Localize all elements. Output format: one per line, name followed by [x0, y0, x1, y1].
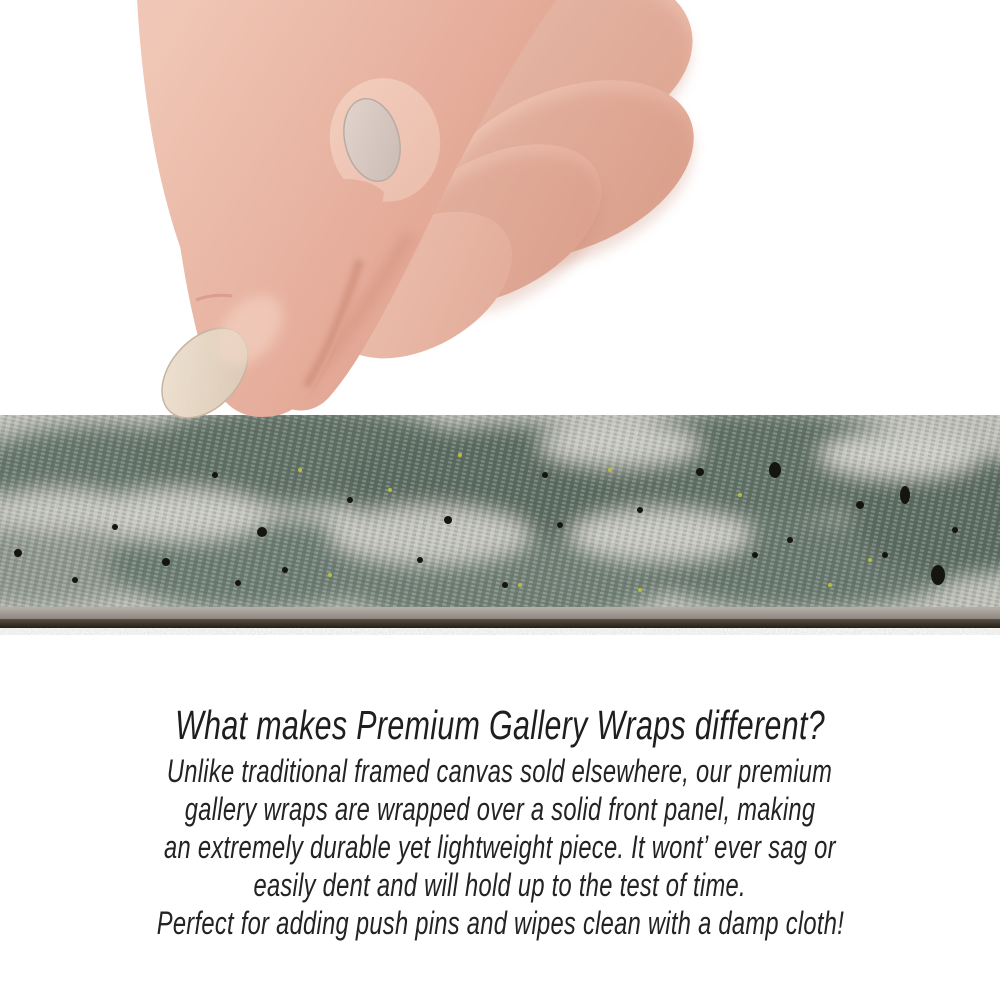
- canvas-edge-strip: [0, 415, 1000, 635]
- canvas-side-band: [0, 607, 1000, 619]
- body-line-5: Perfect for adding push pins and wipes clean with a damp cloth!: [156, 905, 844, 941]
- body-line-3: an extremely durable yet lightweight piece. It wont’ ever sag or: [164, 829, 836, 865]
- body-line-4: easily dent and will hold up to the test of time.: [253, 867, 747, 903]
- canvas-bottom-edge: [0, 619, 1000, 628]
- body-line-2: gallery wraps are wrapped over a solid front panel, making: [184, 791, 816, 827]
- hand-photo: [0, 0, 1000, 440]
- body-line-1: Unlike traditional framed canvas sold elsewhere, our premium: [167, 753, 833, 789]
- canvas-grain-texture: [0, 415, 1000, 628]
- headline: What makes Premium Gallery Wraps different?: [175, 702, 825, 748]
- marketing-copy: [0, 701, 1000, 942]
